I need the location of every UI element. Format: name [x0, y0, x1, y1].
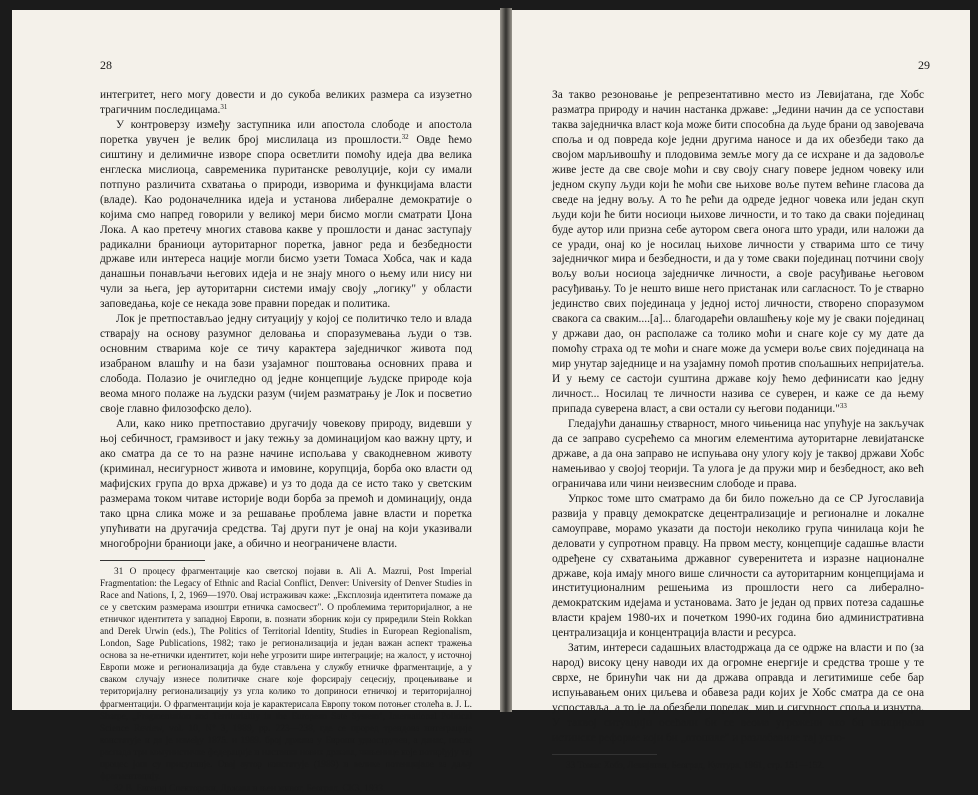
paragraph-text: Овде ћемо сиштину и делимичне изворе спора осветлити помоћу идеја два велика енглеска мислиоца, савременика пуританске револуције, који су имали потпуно различита схватања о природи, изворима и функцијама власти (владе). Као родоначелника идеја и установа либералне демократије о којима смо напред говорили у великој мери бисмо могли сматрати Џона Лока. А као претечу многих ставова какве у прошлости и данас заступају радикални браниоци ауторитарног поретка, јавног реда и безбедности државе или интереса нације могли бисмо узети Томаса Хобса, чак и када данашњи понављачи његових идеја и не знају много о њему или нису ни чули за њега, јер ауторитарни системи имају своју „логику" у области заповедања, које се некада зове правни поредак и политика. [100, 133, 472, 311]
paragraph-text: У контроверзу између заступника или апостола слободе и апостола поретка увучен је велик број мислилаца из прошлости. [100, 118, 472, 146]
paragraph-text: интегритет, него могу довести и до сукоба великих размера са изузетно трагичним последицама. [100, 89, 472, 116]
paragraph [552, 88, 924, 417]
footnote: 31 О процесу фрагментације као светској појави в. Ali A. Mazrui, Post Imperial Fragmentation: the Legacy of Ethnic and Racial Conflict, Denver: University of Denver Studies in Race and Nations, I, 2, 1969—1970. Овај истраживач каже: „Експлозија идентитета помаже да се у светским размерама изоштри етничка самосвест". О проблемима територијалног, а не етничког идентитета у западној Европи, в. познати зборник који су приредили Stein Rokkan and Derek Urwin (eds.), The Politics of Territorial Identity, Studies in European Regionalism, London, Sage Publications, 1982; тако је регионализација и један важан аспект тражења основа за не-етнички идентитет, који неће угрозити шире интеграције; на жалост, у источној Европи може и регионализација да буде стављена у службу етничке фрагментације, а у сваком случају изнесе политичке снаге које форсирају сецесију, процењивање и територијалну регионализацију уз угла колико то доприноси етничкој и територијалној фрагментацији. О фрагментацији која је карактерисала Европу током потоњег столећа в. J. L. Sharpe, „Fragmentation and Territoriality in the European Sate System", International Political Science Review, vol. 10, N° 3, 1989, pp. 223—238, где се проред трендова интеграције констатује и да је између 1875. и 1989. број држава у Европи удвостручен, а данас, после распада три комунистичке федерације и настанка нових држава, чињенице које потврђују тај процес још су присутније. Овај аутор констатује (1989) и велике потенцијале за даљу фрагментацију. [100, 566, 472, 783]
paragraph: Лок је претпостављао једну ситуацију у којој се политичко тело и влада стварају на основу разумног деловања и споразумевања људи о тзв. основним стварима које се тичу карактера заједничког живота под изабраном влашћу и на бази узајамног поштовања основних права и слобода. Полазио је очигледно од једне концепције људске природе која веома много полаже на људски разум (чијем разматрању је Лок и посветио своје главно филозофско дело). [100, 313, 472, 416]
paragraph: Затим, интереси садашњих властодржаца да се одрже на власти и по (за народ) високу цену наводи их да огромне енергије и средства троше у те сврхе, не бринући чак ни да држава оправда и легитимише себе бар испуњавањем оних циљева и обавеза ради којих је Хобс сматра да се она успоставља, а то је да обезбеди поредак, мир и сигурност споља и изнутра. У таквој ситуацији осећали би се веома угрожени ако би иницирали истинске реформе који би „отопиле" и разлабавиле тај успо- [552, 642, 924, 744]
paragraph: Упркос томе што сматрамо да би било пожељно да се СР Југославија развија у правцу демократске децентрализације и регионалне и локалне самоуправе, морамо указати да постоји неколико група чинилаца који ће деловати у супротном правцу. На првом месту, концепције садашње власти одређене су схватањима државног суверенитета и изразне националне државе, која имају много више сличности са ауторитарним концепцијама и институционалним решењима из прошлости него са либерално-демократским идејама и установама. Зато је један од првих потеза садашње власти крајем 1980-их и почетком 1990-их година био административна централизација и концентрација власти и ресурса. [552, 492, 924, 640]
left-page [12, 10, 501, 795]
paragraph: Гледајући данашњу стварност, много чињеница нас упућује на закључак да се заправо сусрећемо са многим елементима ауторитарне левијатанске државе, а да она заправо не испуњава ону улогу коју је таквој држави Хобс намењивао у својој теорији. Та улога је да пружи мир и безбедност, ако већ ограничава или чини неизвесним слободе и права. [552, 417, 924, 490]
footnote-ref: 31 [220, 102, 228, 111]
footnotes [552, 760, 924, 772]
footnote-ref: 32 [401, 132, 409, 141]
paragraph: Али, како нико претпоставио другачију човекову природу, видевши у њој себичност, грамзивост и јаку тежњу за доминацијом као важну црту, и ако сматра да се то на разне начине испољава у свакодневном животу (криминал, несигурност живота и имовине, корупција, борба око власти од мафијских група до врха државе) и уз то дода да се исто тако у светским размерама током читаве историје води борба за премоћ и доминацију, онда тако црна слика може и за решавање проблема јавне власти и поретка упућивати на другачија средства. Тај други пут је онај на који указивали многобројни браниоци јаке, а обично и неограничене власти. [100, 417, 472, 550]
footnote-ref: 33 [839, 402, 847, 411]
page-number: 28 [100, 58, 112, 72]
body-text [552, 88, 924, 772]
footnote-divider [100, 560, 205, 561]
paragraph-text: За такво резоновање је репрезентативно место из Левијатана, где Хобс разматра природу и начин настанка државе: „Једини начин да се успостави таква заједничка власт која може бити способна да људе брани од завојевача споља и од повреда које једни другима наносе и да их обезбеди тако да својом марљивошћу и плодовима земље могу да се исхране и да задовоље живе јесте да све своје моћи и сву своју снагу повере једном човеку или једном скупу људи који ће моћи све њихове воље путем већине гласова да сведе на једну вољу. А то ће рећи да одреде једног човека или један скуп људи који ће бити носиоци њихове личности, и то тако да сваки појединац буде аутор или призна себе ауторoм свега онога што уради, или наложи да се уради, онај ко је носилац њихове личности у стварима што се тичу заједничког мира и безбедности, и да у томе сваки појединац потчини своју вољу вољи носиоца заједничке личности, а своје расуђивање његовом расуђивању. То је нешто више него пристанак или сагласност. То је стварно јединство свих појединаца у једној истој личности, створено споразумом свакога са сваким....[а]... благодарећи овлашћењу које му је сваки појединац у држави дао, он располаже са толико моћи и снаге које су му дате да помоћу страха од те моћи и снаге може да усмери вољe свих појединаца на мир унутар заједнице и на узајамну помоћ против спољашњих непријатеља. И у њему се састоји суштина државе коју ћемо дефинисати као једну личност... Носилац те личности назива се суверен, и каже се да њему припада суверена власт, а сви остали су његови поданици." [552, 89, 924, 416]
footnote-divider [552, 754, 657, 755]
book-gutter [500, 8, 512, 712]
footnotes [100, 566, 472, 795]
footnote: 32 В. Евгениј Спекторски, Држава и њен живот, Београд, СКЗ, 1933. [114, 784, 386, 795]
footnote: 33 Томас Хобз, Левијатан, Београд, Култура, 1961, стр. 151—152. [566, 760, 825, 771]
right-page [512, 10, 970, 771]
paragraph [100, 118, 472, 312]
page-number: 29 [918, 58, 930, 72]
paragraph [100, 88, 472, 118]
body-text [100, 88, 472, 795]
